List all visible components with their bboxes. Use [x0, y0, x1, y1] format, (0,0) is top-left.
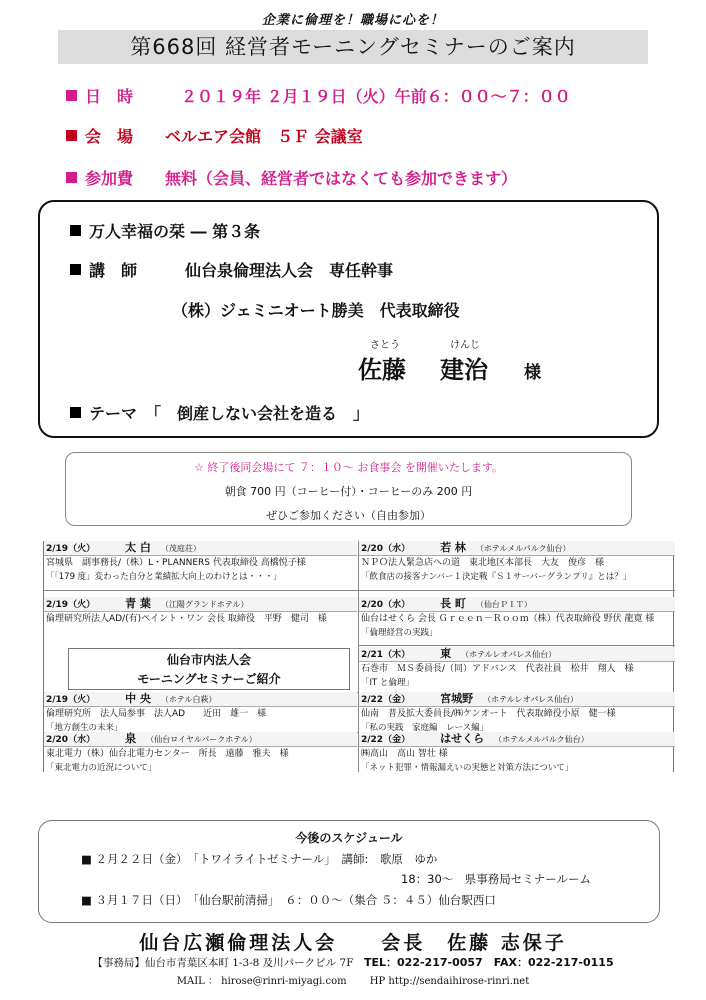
fee-row — [66, 166, 517, 189]
footer-mail: MAIL ： hirose@rinri-miyagi.com HP http://sendaihirose-rinri.net — [176, 976, 530, 987]
meal-line-2: 朝食 700 円（コーヒー付）・コーヒーのみ 200 円 — [224, 485, 473, 498]
square-bullet-icon — [70, 264, 81, 275]
square-bullet-icon — [70, 407, 81, 418]
square-bullet-icon — [70, 225, 81, 236]
venue-value: ベルエア会館 ５Ｆ 会議室 — [165, 127, 363, 146]
schedule-item-sub: 18：30～ 県事務局セミナールーム — [401, 872, 592, 886]
schedule-item: ■ ３月１７日（日） 「仙台駅前清掃」 ６：００～（集合 ５：４５）仙台駅西口 — [81, 893, 496, 907]
theme-row — [70, 401, 369, 424]
seminar-cell: 2/20（水） 長 町 （仙台ＰＩＴ） 仙台はせくら 会長 Ｇｒｅｅｎ－Ｒｏｏｍ（株）代表取締役 野伏 龍寛 様 「倫理経営の実践」 — [359, 597, 675, 645]
lecturer-row — [70, 258, 393, 281]
seminar-cell: 2/22（金） はせくら （ホテルメルパルク仙台） ㈱高山 高山 智壮 様 「ネット犯罪・情報漏えいの実態と対策方法について」 — [359, 732, 675, 772]
footer-tel: TEL：022-217-0057 FAX：022-217-0115 — [364, 956, 614, 969]
meal-line-1: ☆ 終了後同会場にて ７：１０～ お食事会 を開催いたします。 — [194, 461, 503, 474]
square-bullet-icon — [66, 130, 77, 141]
seminar-cell: 2/19（火） 青 葉 （江陽グランドホテル） 倫理研究所法人AD/(有)ペイント・ワン 会長 取締役 平野 健司 様 — [44, 597, 357, 633]
schedule-box — [38, 820, 660, 923]
meal-box — [65, 452, 632, 526]
footer-org: 仙台広瀬倫理法人会 会長 佐藤 志保子 — [139, 932, 567, 954]
seminar-cell: 2/19（火） 中 央 （ホテル白萩） 倫理研究所 法人局参事 法人AD 近田 雄一 様 「地方創生の未来」 — [44, 692, 357, 732]
city-box-line-2: モーニングセミナーご紹介 — [137, 672, 281, 686]
venue-label: 会 場 — [85, 127, 134, 146]
seminar-cell: 2/20（水） 若 林 （ホテルメルパルク仙台） ＮＰＯ法人緊急店への道 東北地区本部長 大友 俊彦 様 「飲食店の接客ナンバー１決定戦『Ｓ１サーバーグランプリ』とは？」 — [359, 541, 675, 590]
lecturer-ruby-family: さとう — [370, 340, 400, 351]
schedule-title: 今後のスケジュール — [295, 831, 403, 845]
square-bullet-icon — [66, 172, 77, 183]
theme-value: 「 倒産しない会社を造る 」 — [153, 404, 370, 423]
tagline: 企業に倫理を！職場に心を！ — [261, 13, 444, 28]
seminar-cell: 2/22（金） 宮城野 （ホテルレオパレス仙台） 仙南 普及拡大委員長/㈱ケンオート 代表取締役小原 健一様 「私の実践 家庭編 レース編」 — [359, 692, 675, 732]
seminar-cell: 2/20（水） 泉 （仙台ロイヤルパークホテル） 東北電力（株）仙台北電力センター 所長 遠藤 雅夫 様 「東北電力の近況について」 — [44, 732, 357, 772]
page-title: 第668回 経営者モーニングセミナーのご案内 — [58, 30, 648, 64]
footer-address-row — [0, 954, 706, 970]
seminar-cell: 2/19（火） 太 白 （茂庭荘） 宮城県 副事務長/（株）L・PLANNERS 代表取締役 高橋悦子様 「「179 度」変わった自分と業績拡大向上のわけとは・・・」 — [44, 541, 357, 590]
lecturer-ruby-given: けんじ — [450, 340, 480, 351]
datetime-value: ２０１９年 ２月１９日（火）午前６：００～７：００ — [181, 87, 571, 106]
honorific: 様 — [524, 363, 541, 383]
lecturer-label: 講 師 — [89, 261, 138, 280]
datetime-label: 日 時 — [85, 87, 134, 106]
theme-label: テーマ — [89, 404, 138, 423]
fee-label: 参加費 — [85, 169, 134, 188]
meal-line-3: ぜひご参加ください（自由参加） — [266, 509, 431, 522]
city-box-line-1: 仙台市内法人会 — [166, 653, 251, 667]
square-bullet-icon — [66, 90, 77, 101]
footer-address: 【事務局】仙台市青葉区本町 1-3-8 及川パークビル 7F — [92, 957, 354, 969]
lecturer-given-name: 建治 — [440, 356, 488, 384]
article-row — [70, 219, 260, 242]
schedule-item: ■ ２月２２日（金） 「トワイライトゼミナール」 講師: 歌原 ゆか — [81, 852, 438, 866]
venue-row — [66, 124, 363, 147]
city-corp-box — [68, 648, 350, 690]
seminar-cell: 2/21（木） 東 （ホテルレオパレス仙台） 石巻市 ＭＳ委員長/（同）アドバンス 代表社員 松井 翔人 様 「IT と倫理」 — [359, 647, 675, 692]
datetime-row — [66, 84, 571, 107]
lecturer-org: 仙台泉倫理法人会 専任幹事 — [185, 261, 394, 280]
lecturer-company: （株）ジェミニオート勝美 代表取締役 — [172, 301, 460, 320]
article-text: 万人幸福の栞 ― 第３条 — [89, 222, 261, 241]
fee-value: 無料（会員、経営者ではなくても参加できます） — [165, 169, 518, 188]
lecturer-family-name: 佐藤 — [358, 356, 406, 384]
